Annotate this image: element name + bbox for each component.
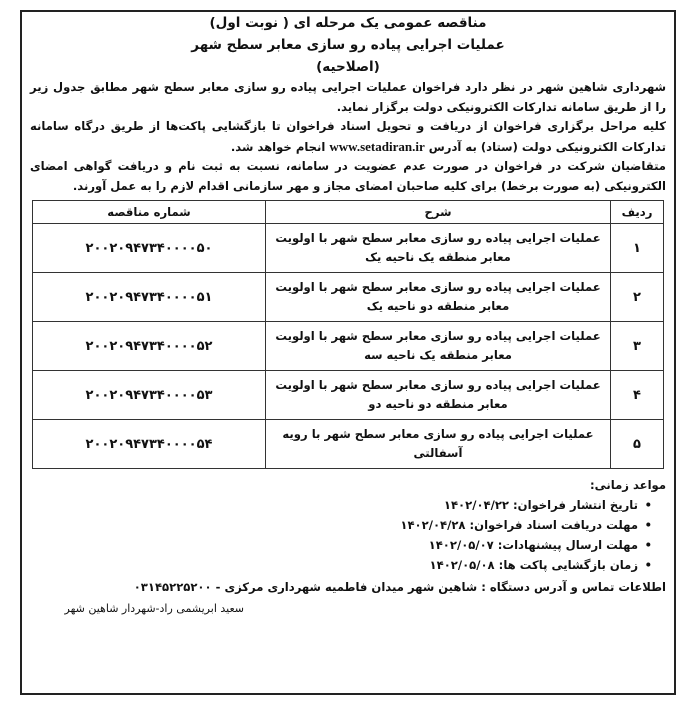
setadiran-link[interactable]: www.setadiran.ir: [329, 138, 425, 154]
schedule-section: [22, 469, 674, 575]
row-description: عملیات اجرایی پیاده رو سازی معابر سطح شهر با اولویت معابر منطقه یک ناحیه یک: [266, 224, 611, 273]
tender-number: ۲۰۰۲۰۹۴۷۳۴۰۰۰۰۵۴: [33, 420, 266, 469]
intro-paragraph-2: [30, 117, 666, 157]
row-description: عملیات اجرایی پیاده رو سازی معابر سطح شهر با اولویت معابر منطقه دو ناحیه دو: [266, 371, 611, 420]
schedule-title: مواعد زمانی:: [590, 478, 666, 492]
intro-paragraph-2-end: انجام خواهد شد.: [230, 139, 326, 154]
list-item: • مهلت ارسال پیشنهادات: ۱۴۰۲/۰۵/۰۷: [30, 535, 652, 555]
intro-paragraph-3: متقاضیان شرکت در فراخوان در صورت عدم عضویت در سامانه، نسبت به ثبت نام و دریافت گواهی امضای الکترونیکی (به صورت برخط) برای کلیه صاحبان امضای مجاز و مهر سازمانی اقدام لازم را به عمل آورند.: [30, 159, 666, 193]
row-number: ۱: [611, 224, 664, 273]
header-description: شرح: [266, 201, 611, 224]
intro-paragraph-2-start: کلیه مراحل برگزاری فراخوان از دریافت و تحویل اسناد فراخوان تا بازگشایی پاکت‌ها از طریق درگاه سامانه تدارکات الکترونیکی دولت (ستاد) به آدرس: [30, 119, 666, 154]
table-row: [33, 371, 664, 420]
row-description: عملیات اجرایی پیاده رو سازی معابر سطح شهر با اولویت معابر منطقه یک ناحیه سه: [266, 322, 611, 371]
row-description: عملیات اجرایی پیاده رو سازی معابر سطح شهر با اولویت معابر منطقه دو ناحیه یک: [266, 273, 611, 322]
intro-paragraph-1: شهرداری شاهین شهر در نظر دارد فراخوان عملیات اجرایی پیاده رو سازی معابر سطح شهر مطابق جدول زیر را از طریق سامانه تدارکات الکترونیکی دولت برگزار نماید.: [30, 80, 666, 114]
table-row: [33, 224, 664, 273]
row-number: ۲: [611, 273, 664, 322]
table-row: [33, 322, 664, 371]
tender-table: [32, 200, 664, 469]
contact-info: اطلاعات تماس و آدرس دستگاه : شاهین شهر میدان فاطمیه شهرداری مرکزی - ۰۳۱۴۵۲۲۵۲۰۰: [133, 580, 666, 594]
row-number: ۵: [611, 420, 664, 469]
notice-body: [22, 78, 674, 196]
row-description: عملیات اجرایی پیاده رو سازی معابر سطح شهر با رویه آسفالتی: [266, 420, 611, 469]
tender-number: ۲۰۰۲۰۹۴۷۳۴۰۰۰۰۵۲: [33, 322, 266, 371]
tender-number: ۲۰۰۲۰۹۴۷۳۴۰۰۰۰۵۰: [33, 224, 266, 273]
notice-subtitle: عملیات اجرایی پیاده رو سازی معابر سطح شهر: [191, 37, 505, 53]
tender-number: ۲۰۰۲۰۹۴۷۳۴۰۰۰۰۵۱: [33, 273, 266, 322]
table-header-row: [33, 201, 664, 224]
notice-header: [22, 12, 674, 78]
row-number: ۳: [611, 322, 664, 371]
table-row: [33, 420, 664, 469]
list-item: • مهلت دریافت اسناد فراخوان: ۱۴۰۲/۰۴/۲۸: [30, 515, 652, 535]
list-item: • زمان بازگشایی پاکت ها: ۱۴۰۲/۰۵/۰۸: [30, 555, 652, 575]
tender-notice: [20, 10, 676, 695]
amendment-label: (اصلاحیه): [316, 59, 380, 75]
row-number: ۴: [611, 371, 664, 420]
list-item: • تاریخ انتشار فراخوان: ۱۴۰۲/۰۴/۲۲: [30, 495, 652, 515]
header-row-number: ردیف: [611, 201, 664, 224]
table-row: [33, 273, 664, 322]
signature-line: سعید ابریشمی راد-شهردار شاهین شهر: [64, 602, 244, 615]
tender-number: ۲۰۰۲۰۹۴۷۳۴۰۰۰۰۵۳: [33, 371, 266, 420]
header-tender-number: شماره مناقصه: [33, 201, 266, 224]
notice-title: مناقصه عمومی یک مرحله ای ( نوبت اول): [209, 15, 487, 31]
schedule-list: [30, 495, 666, 575]
